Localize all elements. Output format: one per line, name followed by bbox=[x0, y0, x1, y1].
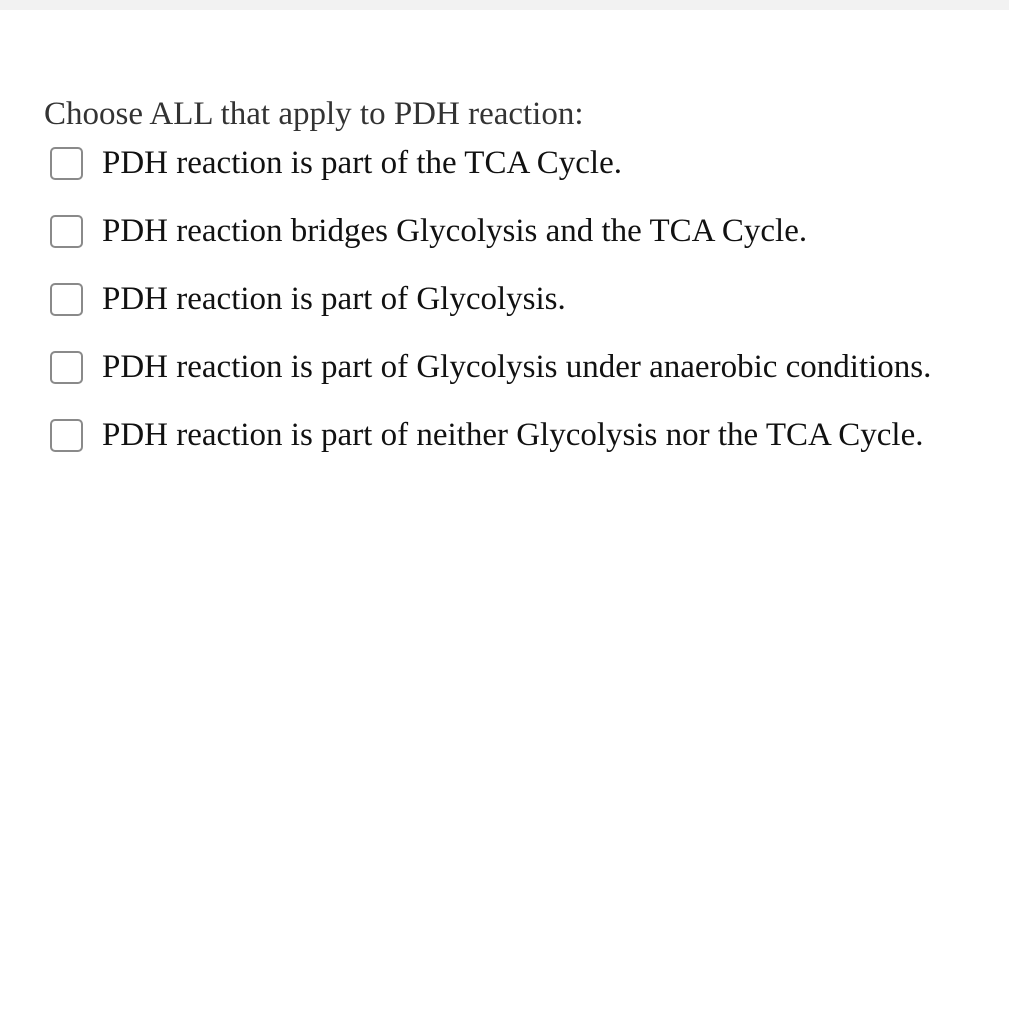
option-label[interactable]: PDH reaction bridges Glycolysis and the TCA Cycle. bbox=[102, 213, 808, 249]
top-strip bbox=[0, 0, 1009, 10]
question-prompt: Choose ALL that apply to PDH reaction: bbox=[44, 96, 584, 132]
option-0[interactable] bbox=[50, 140, 931, 186]
checkbox[interactable] bbox=[50, 283, 83, 316]
checkbox[interactable] bbox=[50, 419, 83, 452]
checkbox[interactable] bbox=[50, 147, 83, 180]
option-1[interactable] bbox=[50, 208, 931, 254]
option-3[interactable] bbox=[50, 344, 931, 390]
option-4[interactable] bbox=[50, 412, 931, 458]
checkbox[interactable] bbox=[50, 215, 83, 248]
option-label[interactable]: PDH reaction is part of Glycolysis. bbox=[102, 281, 566, 317]
options-list bbox=[50, 140, 931, 480]
option-label[interactable]: PDH reaction is part of Glycolysis under anaerobic conditions. bbox=[102, 349, 932, 385]
option-2[interactable] bbox=[50, 276, 931, 322]
checkbox[interactable] bbox=[50, 351, 83, 384]
option-label[interactable]: PDH reaction is part of neither Glycolysis nor the TCA Cycle. bbox=[102, 417, 924, 453]
option-label[interactable]: PDH reaction is part of the TCA Cycle. bbox=[102, 145, 622, 181]
